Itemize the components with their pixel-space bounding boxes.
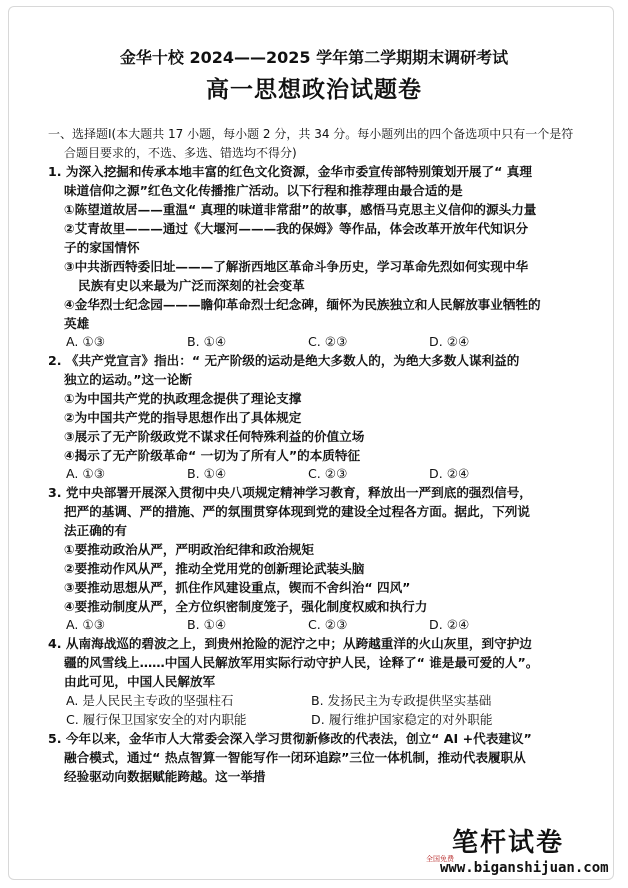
q3-line: 把严的基调、严的措施、严的氛围贯穿体现到党的建设全过程各方面。据此，下列说 (64, 504, 530, 519)
q5-line: 融合模式，通过“ 热点智算一智能写作一闭环追踪”三位一体机制，推动代表履职从 (64, 750, 526, 765)
q3-option-c[interactable]: C. ②③ (308, 617, 348, 632)
q3-option-a[interactable]: A. ①③ (66, 617, 105, 632)
q1-statement-4-cont: 英雄 (64, 316, 90, 331)
q1-statement-3: ③中共浙西特委旧址———了解浙西地区革命斗争历史，学习革命先烈如何实现中华 (64, 259, 529, 274)
q4-line: 4. 从南海战巡的碧波之上，到贵州抢险的泥泞之中；从跨越重洋的火山灰里，到守护边 (48, 636, 532, 651)
watermark (426, 822, 609, 878)
q5-line: 经验驱动向数据赋能跨越。这一举措 (64, 769, 266, 784)
section-heading-cont: 合题目要求的，不选、多选、错选均不得分) (64, 146, 297, 160)
q3-line: 3. 党中央部署开展深入贯彻中央八项规定精神学习教育，释放出一严到底的强烈信号， (48, 485, 532, 500)
q2-option-b[interactable]: B. ①④ (187, 466, 227, 481)
q4-line: 疆的风雪线上……中国人民解放军用实际行动守护人民，诠释了“ 谁是最可爱的人”。 (64, 655, 539, 670)
q3-option-d[interactable]: D. ②④ (429, 617, 470, 632)
q1-statement-2-cont: 子的家国情怀 (64, 240, 140, 255)
q1-statement-1: ①陈望道故居——重温“ 真理的味道非常甜”的故事，感悟马克思主义信仰的源头力量 (64, 202, 537, 217)
q2-option-d[interactable]: D. ②④ (429, 466, 470, 481)
q1-line: 1. 为深入挖掘和传承本地丰富的红色文化资源，金华市委宣传部特别策划开展了“ 真理 (48, 164, 532, 179)
q4-option-a[interactable]: A. 是人民民主专政的坚强柱石 (66, 693, 234, 708)
q2-option-c[interactable]: C. ②③ (308, 466, 348, 481)
q3-statement-2: ②要推动作风从严，推动全党用党的创新理论武装头脑 (64, 561, 365, 576)
q1-option-c[interactable]: C. ②③ (308, 334, 348, 349)
q1-statement-3-cont: 民族有史以来最为广泛而深刻的社会变革 (78, 278, 305, 293)
q1-option-a[interactable]: A. ①③ (66, 334, 105, 349)
q4-option-d[interactable]: D. 履行维护国家稳定的对外职能 (311, 712, 493, 727)
exam-title: 金华十校 2024——2025 学年第二学期期末调研考试 (119, 48, 509, 67)
q1-option-d[interactable]: D. ②④ (429, 334, 470, 349)
q3-option-b[interactable]: B. ①④ (187, 617, 227, 632)
q4-option-c[interactable]: C. 履行保卫国家安全的对内职能 (66, 712, 247, 727)
q1-option-b[interactable]: B. ①④ (187, 334, 227, 349)
q4-line: 由此可见，中国人民解放军 (64, 674, 216, 689)
q2-option-a[interactable]: A. ①③ (66, 466, 105, 481)
q2-line: 独立的运动。”这一论断 (64, 372, 192, 387)
q2-statement-4: ④揭示了无产阶级革命“ 一切为了所有人”的本质特征 (64, 448, 361, 463)
watermark-tag: 全国免费 (426, 855, 454, 863)
q1-statement-2: ②艾青故里———通过《大堰河———我的保姆》等作品，体会改革开放年代知识分 (64, 221, 529, 236)
q4-option-b[interactable]: B. 发扬民主为专政提供坚实基础 (311, 693, 492, 708)
q3-statement-3: ③要推动思想从严，抓住作风建设重点，锲而不舍纠治“ 四风” (64, 580, 411, 595)
q3-statement-4: ④要推动制度从严，全方位织密制度笼子，强化制度权威和执行力 (64, 599, 428, 614)
q3-line: 法正确的有 (64, 523, 127, 538)
q2-line: 2. 《共产党宣言》指出：“ 无产阶级的运动是绝大多数人的，为绝大多数人谋利益的 (48, 353, 520, 368)
q1-statement-4: ④金华烈士纪念园———瞻仰革命烈士纪念碑，缅怀为民族独立和人民解放事业牺牲的 (64, 297, 541, 312)
q2-statement-2: ②为中国共产党的指导思想作出了具体规定 (64, 410, 302, 425)
q1-line: 味道信仰之源”红色文化传播推广活动。以下行程和推荐理由最合适的是 (64, 183, 463, 198)
paper-title: 高一思想政治试题卷 (206, 77, 422, 103)
q3-statement-1: ①要推动政治从严，严明政治纪律和政治规矩 (64, 542, 314, 557)
q5-line: 5. 今年以来，金华市人大常委会深入学习贯彻新修改的代表法，创立“ AI +代表建议” (48, 731, 532, 746)
section-heading: 一、选择题Ⅰ(本大题共 17 小题，每小题 2 分，共 34 分。每小题列出的四个备选项中只有一个是符 (48, 127, 574, 141)
q2-statement-3: ③展示了无产阶级政党不谋求任何特殊利益的价值立场 (64, 429, 365, 444)
q2-statement-1: ①为中国共产党的执政理念提供了理论支撑 (64, 391, 302, 406)
watermark-brand: 笔杆试卷 (452, 828, 565, 858)
watermark-url[interactable]: www.biganshijuan.com (440, 860, 609, 876)
